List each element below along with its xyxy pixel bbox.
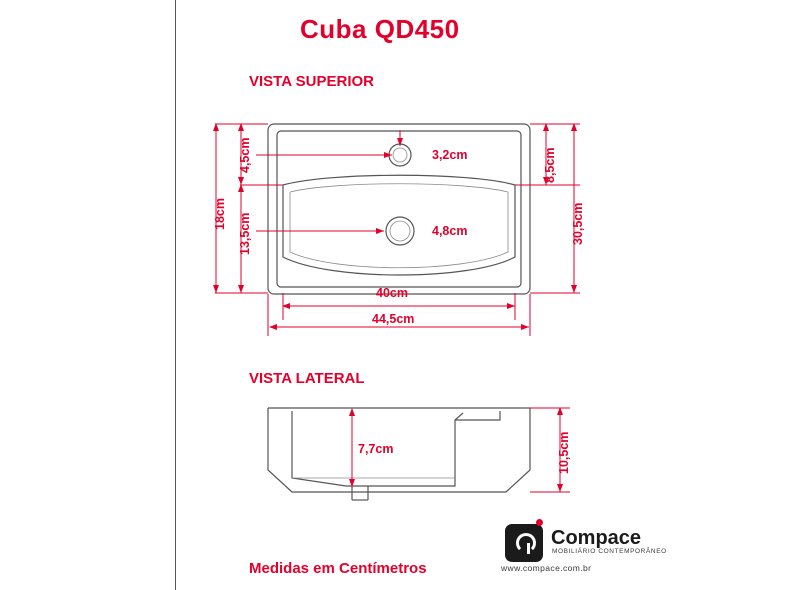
dim-right-total: 30,5cm <box>571 202 585 245</box>
section-label-side-view: VISTA LATERAL <box>249 370 365 387</box>
dim-side-depth: 7,7cm <box>358 442 394 456</box>
brand-website: www.compace.com.br <box>501 563 592 573</box>
dim-left-inner-top: 4,5cm <box>238 137 252 173</box>
brand-logo-dot-icon <box>536 519 543 526</box>
brand-name: Compace <box>551 527 642 549</box>
dim-left-height-overall: 18cm <box>213 198 227 230</box>
footer-note: Medidas em Centímetros <box>249 560 427 577</box>
dim-left-inner-bottom: 13,5cm <box>238 212 252 255</box>
faucet-hole-top <box>389 144 411 166</box>
dim-bottom-inner-width: 40cm <box>376 286 408 300</box>
faucet-hole-top-inner <box>393 148 407 162</box>
brand-tagline: MOBILIÁRIO CONTEMPORÂNEO <box>552 548 667 555</box>
dim-hole-top: 3,2cm <box>432 148 468 162</box>
dim-bottom-outer-width: 44,5cm <box>372 312 415 326</box>
dim-side-height: 10,5cm <box>557 431 571 474</box>
top-view-basin-outline <box>268 124 530 294</box>
dim-right-upper: 8,5cm <box>543 147 557 183</box>
brand-logo-icon <box>505 524 543 562</box>
side-view-basin-outline <box>268 408 530 500</box>
dim-hole-bottom: 4,8cm <box>432 224 468 238</box>
page-title: Cuba QD450 <box>300 14 460 44</box>
top-view-dimension-lines <box>215 124 580 336</box>
section-label-top-view: VISTA SUPERIOR <box>249 73 375 90</box>
drain-hole-inner <box>390 221 410 241</box>
